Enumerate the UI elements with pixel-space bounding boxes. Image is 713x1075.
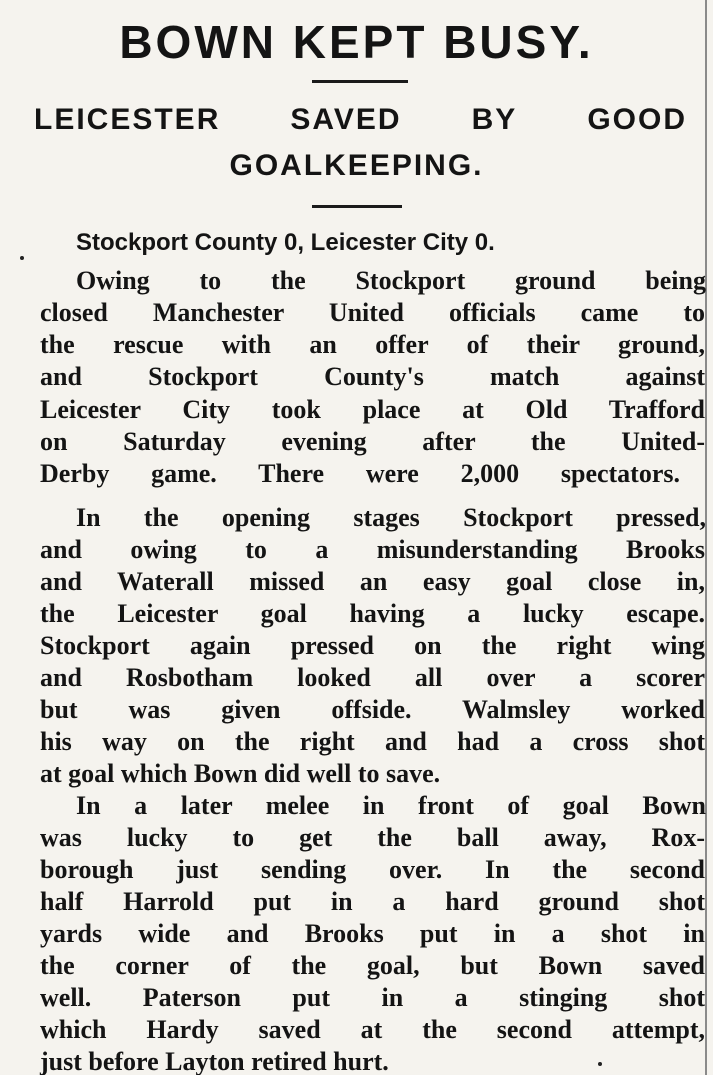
headline: BOWN KEPT BUSY.	[119, 16, 594, 68]
subheadline-word: SAVED	[290, 103, 402, 136]
article-line: half Harrold put in a hard ground shot	[40, 887, 705, 916]
subheadline-word: BY	[471, 103, 518, 136]
article-line: on Saturday evening after the United-	[40, 427, 705, 456]
article-line: the Leicester goal having a lucky escape.	[40, 599, 705, 628]
article-line: just before Layton retired hurt.	[40, 1047, 389, 1075]
article-line: the corner of the goal, but Bown saved	[40, 951, 705, 980]
article-line: yards wide and Brooks put in a shot in	[40, 919, 705, 948]
article-line: and Stockport County's match against	[40, 362, 705, 391]
subheadline-word: LEICESTER	[34, 103, 221, 136]
article-line: Leicester City took place at Old Trafford	[40, 395, 705, 424]
article-line: was lucky to get the ball away, Rox-	[40, 823, 705, 852]
subheadline-line-1	[0, 100, 713, 140]
subheadline-divider	[312, 205, 402, 208]
article-line: closed Manchester United officials came to	[40, 298, 705, 327]
article-line: which Hardy saved at the second attempt,	[40, 1015, 705, 1044]
article-line: Stockport again pressed on the right wing	[40, 631, 705, 660]
article-line: borough just sending over. In the second	[40, 855, 705, 884]
headline-divider	[312, 80, 408, 83]
article-line: his way on the right and had a cross shot	[40, 727, 705, 756]
article-line: but was given offside. Walmsley worked	[40, 695, 705, 724]
article-line: In the opening stages Stockport pressed,	[76, 503, 706, 532]
subheadline-line-2: GOALKEEPING.	[229, 149, 484, 182]
print-speck	[20, 256, 24, 260]
match-score: Stockport County 0, Leicester City 0.	[76, 229, 495, 256]
article-line: and owing to a misunderstanding Brooks	[40, 535, 705, 564]
subheadline-word: GOOD	[587, 103, 687, 136]
article-line: and Rosbotham looked all over a scorer	[40, 663, 705, 692]
article-line: Derby game. There were 2,000 spectators.	[40, 459, 680, 488]
article-line: In a later melee in front of goal Bown	[76, 791, 706, 820]
article-line: well. Paterson put in a stinging shot	[40, 983, 705, 1012]
article-line: and Waterall missed an easy goal close in,	[40, 567, 705, 596]
print-speck	[598, 1062, 602, 1066]
article-line: at goal which Bown did well to save.	[40, 759, 441, 788]
article-line: the rescue with an offer of their ground,	[40, 330, 705, 359]
article-line: Owing to the Stockport ground being	[76, 266, 706, 295]
